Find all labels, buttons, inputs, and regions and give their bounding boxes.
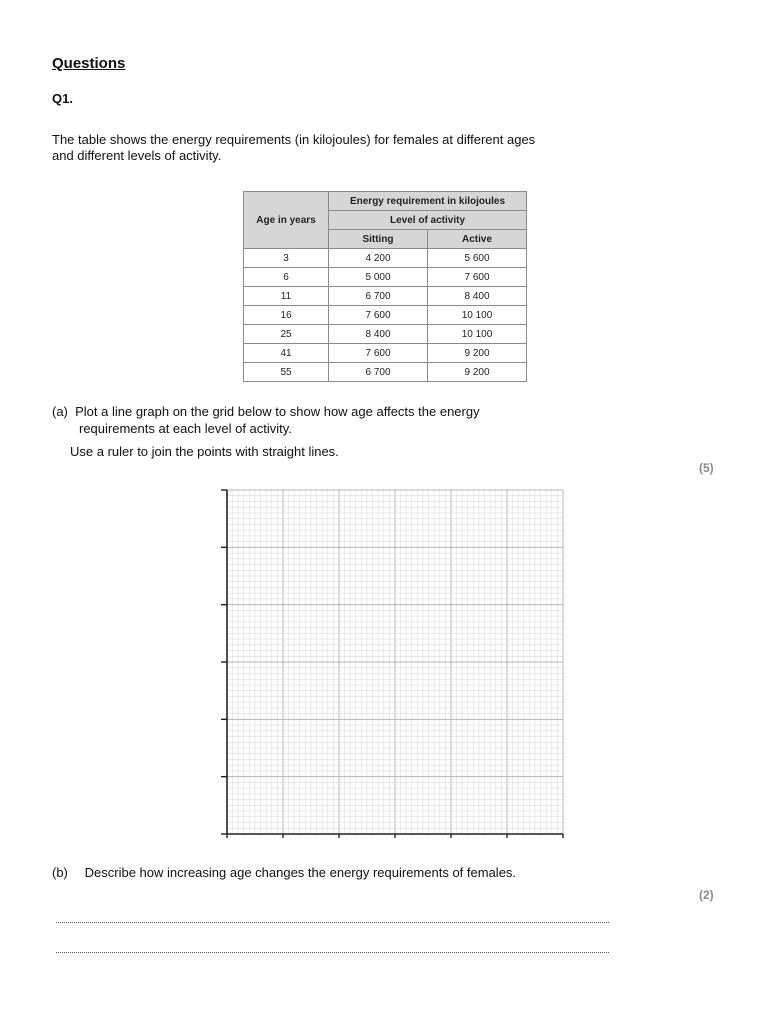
cell-age: 6 [244, 268, 329, 287]
table-row [244, 287, 527, 306]
cell-age: 3 [244, 249, 329, 268]
table-header-activity: Level of activity [329, 211, 527, 230]
page-title: Questions [52, 55, 126, 72]
graph-paper-grid[interactable] [215, 486, 567, 838]
table-header-energy: Energy requirement in kilojoules [329, 192, 527, 211]
part-b-text: Describe how increasing age changes the energy requirements of females. [84, 865, 517, 880]
intro-line-1: The table shows the energy requirements (in kilojoules) for females at different ages [52, 132, 536, 147]
marks-part-b: (2) [699, 888, 714, 902]
cell-age: 55 [244, 363, 329, 382]
answer-line-1[interactable] [56, 922, 609, 923]
part-a-instruction: Use a ruler to join the points with straight lines. [70, 444, 339, 459]
cell-active: 8 400 [428, 287, 527, 306]
cell-sitting: 6 700 [329, 287, 428, 306]
cell-sitting: 6 700 [329, 363, 428, 382]
cell-active: 5 600 [428, 249, 527, 268]
cell-active: 7 600 [428, 268, 527, 287]
cell-sitting: 5 000 [329, 268, 428, 287]
table-header-age: Age in years [244, 192, 329, 249]
cell-active: 10 100 [428, 306, 527, 325]
table-row [244, 249, 527, 268]
table-row [244, 325, 527, 344]
cell-age: 25 [244, 325, 329, 344]
energy-requirements-table [243, 191, 527, 382]
cell-active: 9 200 [428, 363, 527, 382]
cell-age: 11 [244, 287, 329, 306]
table-row [244, 268, 527, 287]
cell-active: 9 200 [428, 344, 527, 363]
answer-line-2[interactable] [56, 952, 609, 953]
cell-sitting: 7 600 [329, 344, 428, 363]
part-a-line-1 [52, 404, 480, 420]
table-row [244, 306, 527, 325]
cell-active: 10 100 [428, 325, 527, 344]
cell-sitting: 8 400 [329, 325, 428, 344]
cell-age: 41 [244, 344, 329, 363]
table-row [244, 363, 527, 382]
part-b-label: (b) [52, 865, 68, 880]
part-a-label: (a) [52, 404, 68, 419]
part-b-question [52, 865, 516, 880]
cell-sitting: 4 200 [329, 249, 428, 268]
marks-part-a: (5) [699, 461, 714, 475]
table-header-active: Active [428, 230, 527, 249]
intro-line-2: and different levels of activity. [52, 148, 222, 163]
question-intro [52, 132, 612, 164]
question-number: Q1. [52, 91, 73, 106]
table-row [244, 344, 527, 363]
cell-sitting: 7 600 [329, 306, 428, 325]
table-header-sitting: Sitting [329, 230, 428, 249]
part-a-text: Plot a line graph on the grid below to show how age affects the energy [75, 404, 480, 419]
part-a-line-2: requirements at each level of activity. [79, 421, 292, 436]
cell-age: 16 [244, 306, 329, 325]
